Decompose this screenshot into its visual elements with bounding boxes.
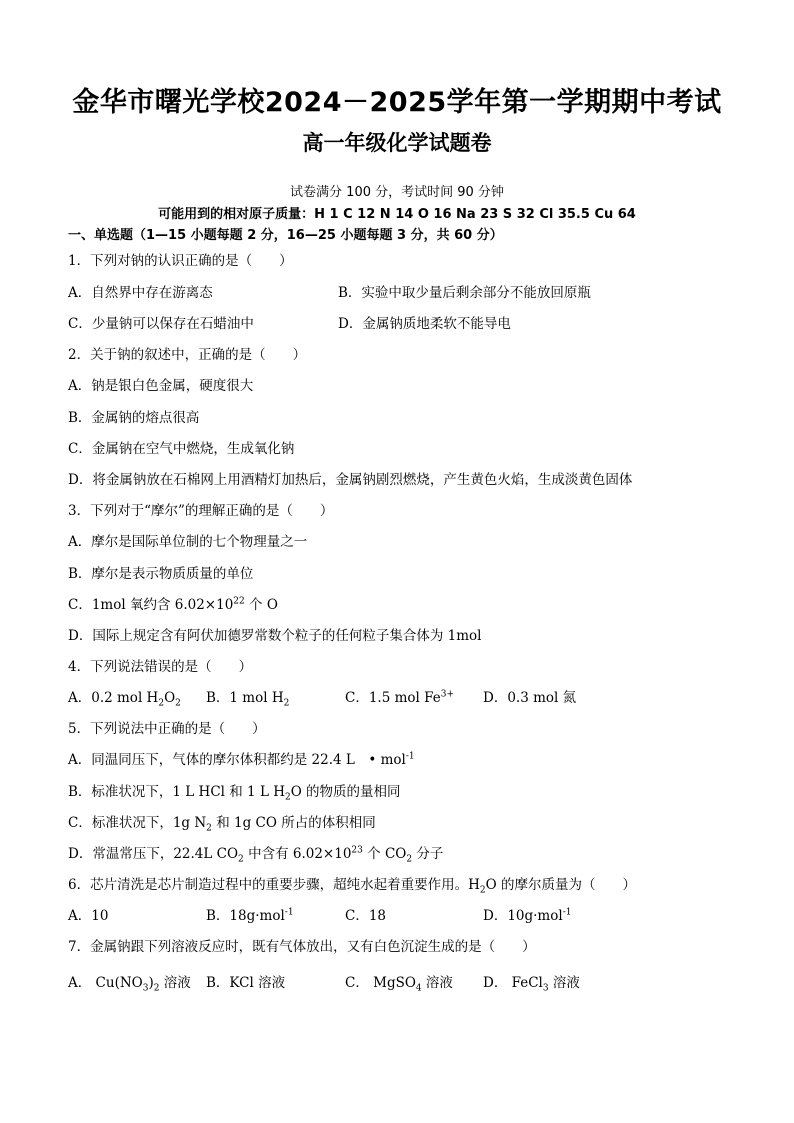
question-6-option-d <box>483 904 571 924</box>
question-2-option-a: A．钠是银白色金属，硬度很大 <box>68 378 254 394</box>
question-1-option-c: C．少量钠可以保存在石蜡油中 <box>68 316 254 332</box>
q4c-sup: 3+ <box>440 689 455 700</box>
q6d-text: D．10g·mol <box>483 908 563 924</box>
q7c-text-end: 溶液 <box>421 975 453 991</box>
q6d-sup: -1 <box>562 907 572 918</box>
question-5-option-b <box>68 780 401 803</box>
q7a-sub1: 3 <box>142 983 149 994</box>
q4a-sub1: 2 <box>158 698 165 709</box>
question-3-option-a: A．摩尔是国际单位制的七个物理量之一 <box>68 534 308 550</box>
question-1-option-b: B．实验中取少量后剩余部分不能放回原瓶 <box>338 285 591 301</box>
q5d-mid: 中含有 6.02×10 <box>243 846 352 862</box>
q5c-text: C．标准状况下，1g N <box>68 815 207 831</box>
q5d-sub2: 2 <box>406 854 413 865</box>
question-7-option-a <box>68 971 191 994</box>
q6b-sup: -1 <box>284 907 294 918</box>
q6-sub: 2 <box>479 885 486 896</box>
q4a-mid: O <box>164 690 176 706</box>
question-7-stem: 7．金属钠跟下列溶液反应时，既有气体放出，又有白色沉淀生成的是（ ） <box>68 939 536 955</box>
question-3-option-b: B．摩尔是表示物质质量的单位 <box>68 566 254 582</box>
q3c-text-end: 个 O <box>244 597 278 613</box>
q7d-text-end: 溶液 <box>548 975 580 991</box>
q6-text-end: O 的摩尔质量为（ ） <box>485 877 636 893</box>
question-6-stem <box>68 873 636 896</box>
q7c-text: C． MgSO <box>345 975 416 991</box>
q7a-sub2: 2 <box>153 983 160 994</box>
exam-title: 金华市曙光学校2024－2025学年第一学期期中考试 <box>72 87 722 118</box>
question-1-option-a: A．自然界中存在游离态 <box>68 285 213 301</box>
q7d-sub: 3 <box>542 983 549 994</box>
question-3-stem: 3．下列对于“摩尔”的理解正确的是（ ） <box>68 503 334 519</box>
question-5-stem: 5．下列说法中正确的是（ ） <box>68 721 266 737</box>
q5d-mid2: 个 CO <box>362 846 407 862</box>
q3c-exponent: 22 <box>233 596 245 607</box>
question-2-option-b: B．金属钠的熔点很高 <box>68 410 200 426</box>
question-2-stem: 2．关于钠的叙述中，正确的是（ ） <box>68 347 307 363</box>
question-3-option-c <box>68 593 278 613</box>
question-2-option-c: C．金属钠在空气中燃烧，生成氧化钠 <box>68 441 295 457</box>
question-1-option-d: D．金属钠质地柔软不能导电 <box>338 316 511 332</box>
question-4-stem: 4．下列说法错误的是（ ） <box>68 659 253 675</box>
question-4-option-c <box>345 686 454 706</box>
q4b-text: B．1 mol H <box>206 690 284 706</box>
q4b-sub: 2 <box>283 698 290 709</box>
q7a-mid: ) <box>148 975 154 991</box>
q5d-sub1: 2 <box>238 854 244 865</box>
question-7-option-b: B．KCl 溶液 <box>206 975 286 991</box>
q5b-text: B．标准状况下，1 L HCl 和 1 L H <box>68 784 285 800</box>
question-6-option-c: C．18 <box>345 908 387 924</box>
question-3-option-d: D．国际上规定含有阿伏加德罗常数个粒子的任何粒子集合体为 1mol <box>68 628 482 644</box>
q7a-text: A． Cu(NO <box>68 975 143 991</box>
q5d-text-end: 分子 <box>412 846 444 862</box>
q6b-text: B．18g·mol <box>206 908 285 924</box>
q4c-text: C．1.5 mol Fe <box>345 690 441 706</box>
section-heading: 一、单选题（1—15 小题每题 2 分，16—25 小题每题 3 分，共 60 分） <box>68 228 503 243</box>
question-1-stem: 1．下列对钠的认识正确的是（ ） <box>68 253 293 269</box>
q4a-text: A．0.2 mol H <box>68 690 159 706</box>
q7c-sub: 4 <box>415 983 422 994</box>
question-5-option-a <box>68 748 415 768</box>
q5b-text-end: O 的物质的量相同 <box>290 784 401 800</box>
q5a-sup: -1 <box>405 751 415 762</box>
q5a-text: A．同温同压下，气体的摩尔体积都约是 22.4 L • mol <box>68 752 406 768</box>
q4a-sub2: 2 <box>175 698 181 709</box>
question-5-option-d <box>68 842 443 865</box>
question-4-option-a <box>68 686 181 709</box>
q7d-text: D． FeCl <box>483 975 543 991</box>
atomic-masses: 可能用到的相对原子质量：H 1 C 12 N 14 O 16 Na 23 S 32 Cl 35.5 Cu 64 <box>158 207 636 222</box>
q5c-sub: 2 <box>206 823 212 834</box>
q6-text: 6．芯片清洗是芯片制造过程中的重要步骤，超纯水起着重要作用。H <box>68 877 480 893</box>
q5d-sup: 23 <box>351 845 363 856</box>
exam-subtitle: 高一年级化学试题卷 <box>302 131 492 155</box>
question-6-option-b <box>206 904 294 924</box>
q7a-text-end: 溶液 <box>159 975 191 991</box>
question-7-option-c <box>345 971 453 994</box>
exam-info: 试卷满分 100 分，考试时间 90 分钟 <box>290 185 504 200</box>
q5d-text: D．常温常压下，22.4L CO <box>68 846 239 862</box>
q5c-text-end: 和 1g CO 所占的体积相同 <box>211 815 376 831</box>
question-5-option-c <box>68 811 376 834</box>
question-6-option-a: A．10 <box>68 908 109 924</box>
question-7-option-d <box>483 971 580 994</box>
question-4-option-d: D．0.3 mol 氮 <box>483 690 577 706</box>
question-2-option-d: D．将金属钠放在石棉网上用酒精灯加热后，金属钠剧烈燃烧，产生黄色火焰，生成淡黄色固体 <box>68 472 633 488</box>
q5b-sub: 2 <box>284 792 291 803</box>
question-4-option-b <box>206 686 289 709</box>
q3c-text: C．1mol 氧约含 6.02×10 <box>68 597 234 613</box>
